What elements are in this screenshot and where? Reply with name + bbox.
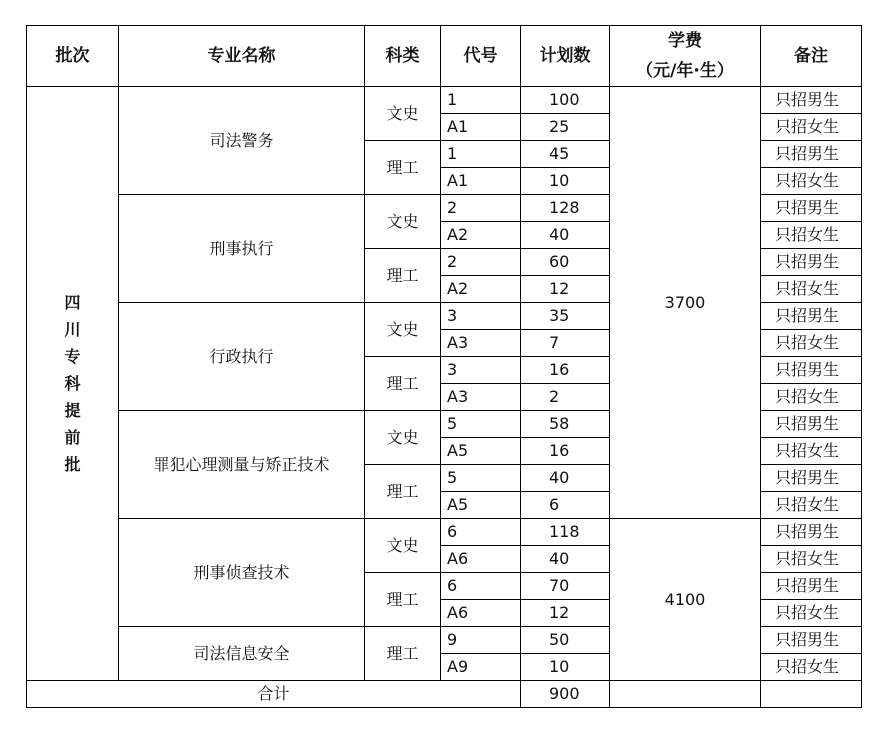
note-cell: 只招女生 <box>761 654 862 681</box>
batch-cell <box>27 87 119 681</box>
plan-cell: 118 <box>521 519 610 546</box>
total-note-empty <box>761 681 862 708</box>
code-cell: 9 <box>441 627 521 654</box>
code-cell: 2 <box>441 249 521 276</box>
plan-cell: 10 <box>521 654 610 681</box>
total-fee-empty <box>610 681 761 708</box>
code-cell: 6 <box>441 573 521 600</box>
note-cell: 只招女生 <box>761 384 862 411</box>
plan-cell: 12 <box>521 276 610 303</box>
plan-cell: 58 <box>521 411 610 438</box>
plan-cell: 6 <box>521 492 610 519</box>
plan-cell: 16 <box>521 438 610 465</box>
code-cell: A3 <box>441 330 521 357</box>
code-cell: 5 <box>441 465 521 492</box>
note-cell: 只招女生 <box>761 222 862 249</box>
code-cell: A5 <box>441 492 521 519</box>
plan-cell: 100 <box>521 87 610 114</box>
note-cell: 只招男生 <box>761 465 862 492</box>
batch-char: 川 <box>64 320 81 339</box>
header-fee <box>610 26 761 87</box>
major-name: 司法警务 <box>119 87 365 195</box>
code-cell: A1 <box>441 168 521 195</box>
header-major: 专业名称 <box>119 26 365 87</box>
major-name: 行政执行 <box>119 303 365 411</box>
plan-cell: 10 <box>521 168 610 195</box>
note-cell: 只招男生 <box>761 249 862 276</box>
header-note: 备注 <box>761 26 862 87</box>
note-cell: 只招女生 <box>761 546 862 573</box>
fee-cell: 4100 <box>610 519 761 681</box>
plan-cell: 35 <box>521 303 610 330</box>
code-cell: A2 <box>441 222 521 249</box>
subject-cell: 理工 <box>365 357 441 411</box>
note-cell: 只招男生 <box>761 573 862 600</box>
plan-cell: 25 <box>521 114 610 141</box>
note-cell: 只招女生 <box>761 168 862 195</box>
plan-cell: 2 <box>521 384 610 411</box>
plan-cell: 45 <box>521 141 610 168</box>
header-fee-line2: （元/年·生） <box>636 61 734 81</box>
batch-char: 专 <box>64 347 81 366</box>
note-cell: 只招男生 <box>761 357 862 384</box>
subject-cell: 理工 <box>365 465 441 519</box>
code-cell: 2 <box>441 195 521 222</box>
batch-char: 提 <box>64 401 81 420</box>
subject-cell: 文史 <box>365 195 441 249</box>
plan-cell: 40 <box>521 465 610 492</box>
batch-char: 科 <box>64 374 81 393</box>
plan-cell: 40 <box>521 222 610 249</box>
plan-cell: 50 <box>521 627 610 654</box>
note-cell: 只招女生 <box>761 438 862 465</box>
major-name: 罪犯心理测量与矫正技术 <box>119 411 365 519</box>
total-label: 合计 <box>27 681 521 708</box>
code-cell: A5 <box>441 438 521 465</box>
note-cell: 只招男生 <box>761 195 862 222</box>
code-cell: A1 <box>441 114 521 141</box>
total-plan: 900 <box>521 681 610 708</box>
table-row <box>27 519 862 546</box>
subject-cell: 理工 <box>365 627 441 681</box>
fee-cell: 3700 <box>610 87 761 519</box>
note-cell: 只招男生 <box>761 627 862 654</box>
code-cell: A6 <box>441 600 521 627</box>
subject-cell: 理工 <box>365 573 441 627</box>
plan-cell: 60 <box>521 249 610 276</box>
note-cell: 只招男生 <box>761 141 862 168</box>
subject-cell: 理工 <box>365 249 441 303</box>
plan-cell: 128 <box>521 195 610 222</box>
header-row <box>27 26 862 87</box>
code-cell: 3 <box>441 303 521 330</box>
note-cell: 只招女生 <box>761 492 862 519</box>
major-name: 刑事侦查技术 <box>119 519 365 627</box>
subject-cell: 文史 <box>365 87 441 141</box>
major-name: 司法信息安全 <box>119 627 365 681</box>
note-cell: 只招女生 <box>761 276 862 303</box>
note-cell: 只招女生 <box>761 114 862 141</box>
code-cell: A3 <box>441 384 521 411</box>
batch-char: 四 <box>64 293 81 312</box>
note-cell: 只招男生 <box>761 519 862 546</box>
subject-cell: 文史 <box>365 519 441 573</box>
code-cell: 1 <box>441 87 521 114</box>
batch-char: 前 <box>64 428 81 447</box>
note-cell: 只招男生 <box>761 411 862 438</box>
header-plan: 计划数 <box>521 26 610 87</box>
subject-cell: 文史 <box>365 411 441 465</box>
header-code: 代号 <box>441 26 521 87</box>
code-cell: 6 <box>441 519 521 546</box>
plan-cell: 7 <box>521 330 610 357</box>
note-cell: 只招女生 <box>761 330 862 357</box>
major-name: 刑事执行 <box>119 195 365 303</box>
batch-char: 批 <box>64 455 81 474</box>
code-cell: A2 <box>441 276 521 303</box>
subject-cell: 理工 <box>365 141 441 195</box>
plan-cell: 40 <box>521 546 610 573</box>
code-cell: A9 <box>441 654 521 681</box>
code-cell: 1 <box>441 141 521 168</box>
subject-cell: 文史 <box>365 303 441 357</box>
plan-cell: 12 <box>521 600 610 627</box>
enrollment-plan-table <box>26 25 862 708</box>
header-batch: 批次 <box>27 26 119 87</box>
note-cell: 只招女生 <box>761 600 862 627</box>
code-cell: 3 <box>441 357 521 384</box>
plan-cell: 70 <box>521 573 610 600</box>
table-row <box>27 87 862 114</box>
note-cell: 只招男生 <box>761 87 862 114</box>
code-cell: 5 <box>441 411 521 438</box>
total-row <box>27 681 862 708</box>
header-fee-line1: 学费 <box>668 31 702 51</box>
header-subject: 科类 <box>365 26 441 87</box>
plan-cell: 16 <box>521 357 610 384</box>
code-cell: A6 <box>441 546 521 573</box>
note-cell: 只招男生 <box>761 303 862 330</box>
